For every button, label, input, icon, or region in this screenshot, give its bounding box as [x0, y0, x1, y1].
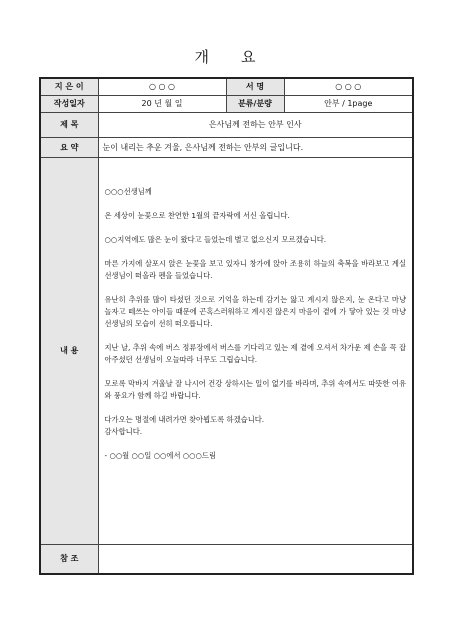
- subject-label: 제 목: [40, 112, 98, 137]
- category-value: 안부 / 1page: [284, 95, 413, 112]
- date-label: 작성일자: [40, 95, 98, 112]
- author-row: [40, 78, 413, 95]
- reference-row: [40, 544, 413, 574]
- content-body: [98, 157, 413, 544]
- content-row: [40, 157, 413, 544]
- date-value: 20 년 월 일: [98, 95, 226, 112]
- content-label: 내 용: [40, 157, 98, 544]
- closing-line-1: 다가오는 명절에 내려가면 찾아뵙도록 하겠습니다.: [104, 414, 265, 424]
- summary-value: 눈이 내리는 추운 겨울, 은사님께 전하는 안부의 글입니다.: [98, 137, 413, 157]
- greeting-line: ○○○선생님께: [104, 186, 152, 196]
- paragraph-3: 마른 가지에 살포시 앉은 눈꽃을 보고 있자니 창가에 앉아 조용히 하늘의 축복을 바라보고 계실 선생님이 떠올라 펜을 들었습니다.: [104, 258, 406, 280]
- document-form-table: [39, 77, 414, 575]
- page-title: [0, 46, 450, 67]
- reference-label: 참 조: [40, 544, 98, 574]
- page-title-char-2: 요: [241, 48, 256, 66]
- closing-line-2: 감사합니다.: [104, 426, 143, 436]
- page-title-char-1: 개: [194, 48, 209, 66]
- paragraph-1: 온 세상이 눈꽃으로 찬연한 1월의 끝자락에 서신 올립니다.: [104, 210, 290, 220]
- paragraph-6: 모로록 막바지 겨울날 잘 나시어 건강 상하시는 일이 없기를 바라며, 추위 속에서도 따뜻한 여유와 풍요가 함께 하길 바랍니다.: [104, 378, 406, 400]
- paragraph-4: 유난히 추위를 많이 타셨던 것으로 기억을 하는데 감기는 앓고 계시지 않은지, 눈 온다고 마냥 놀자고 떼쓰는 아이들 때문에 곤혹스러워하고 계시진 않은지 마음이 곁에 가 닿아 있는 것 마냥 선생님의 모습이 선히 떠오릅니다.: [104, 294, 406, 328]
- summary-row: [40, 137, 413, 157]
- category-label: 분류/분량: [226, 95, 284, 112]
- author-value: ○ ○ ○: [98, 78, 226, 95]
- author-label: 지 은 이: [40, 78, 98, 95]
- reference-value: [98, 544, 413, 574]
- summary-label: 요 약: [40, 137, 98, 157]
- signature-value: ○ ○ ○: [284, 78, 413, 95]
- signoff-line: - ○○월 ○○일 ○○에서 ○○○드림: [104, 450, 217, 460]
- paragraph-2: ○○지역에도 많은 눈이 왔다고 들었는데 별고 없으신지 모르겠습니다.: [104, 234, 327, 244]
- signature-label: 서 명: [226, 78, 284, 95]
- paragraph-5: 지난 날, 추위 속에 버스 정류장에서 버스를 기다리고 있는 제 곁에 오셔서 차가운 제 손을 꼭 잡아주셨던 선생님이 오늘따라 너무도 그립습니다.: [104, 342, 406, 364]
- subject-value: 은사님께 전하는 안부 인사: [98, 112, 413, 137]
- date-row: [40, 95, 413, 112]
- subject-row: [40, 112, 413, 137]
